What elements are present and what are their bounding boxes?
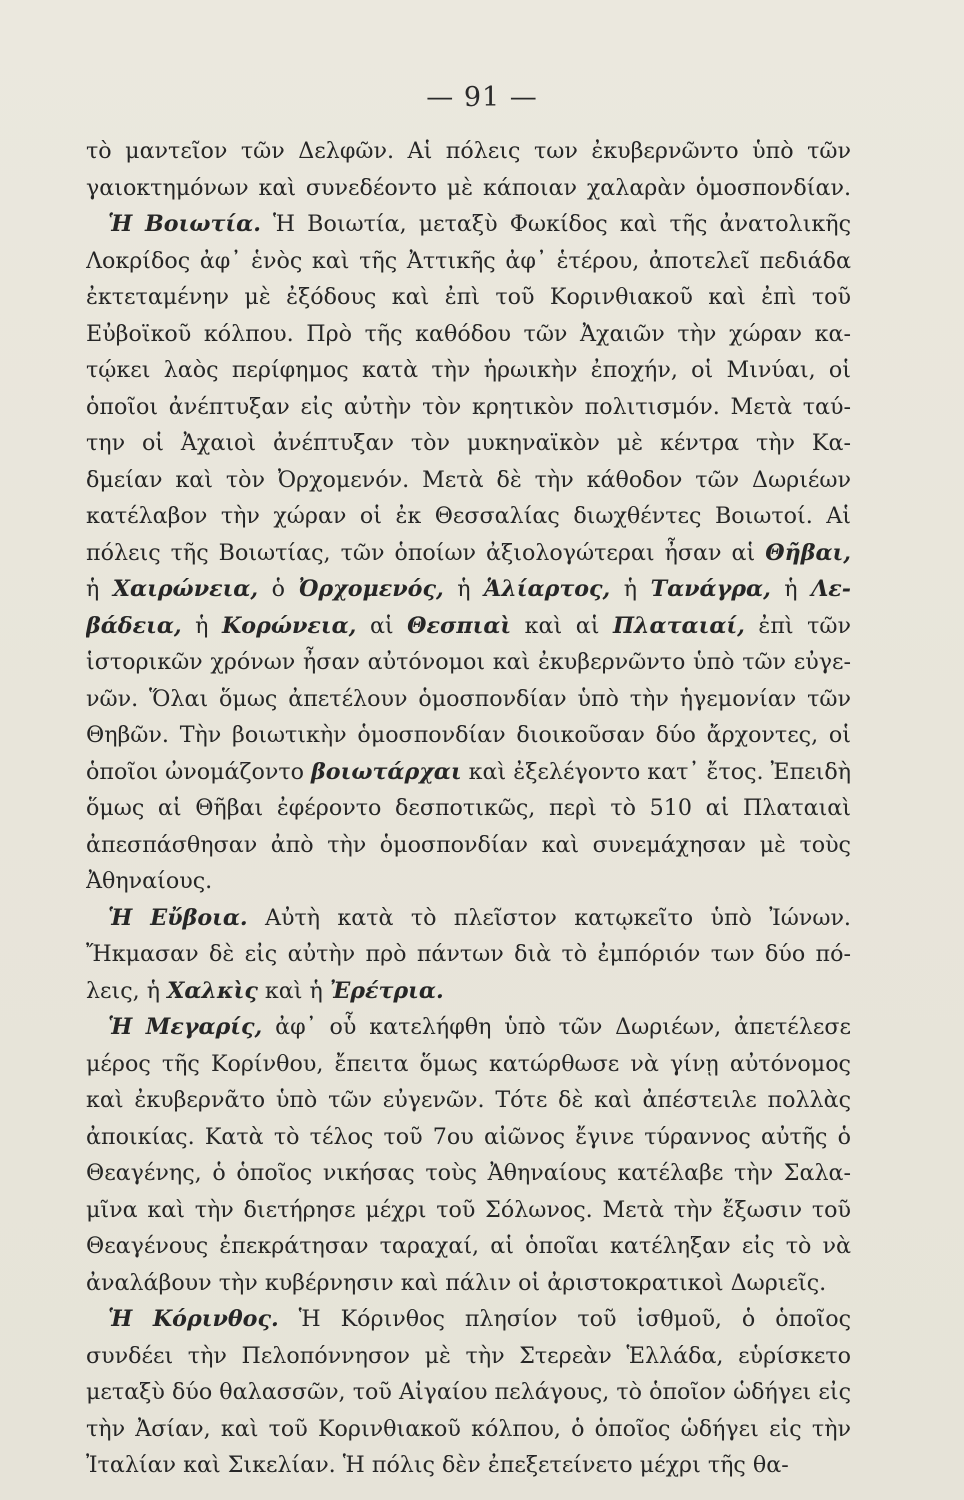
text-run: ἡ: [86, 576, 113, 602]
text-run: ἐκτεταμένην μὲ ἐξόδους καὶ ἐπὶ τοῦ Κορινθιακοῦ καὶ ἐπὶ τοῦ: [86, 284, 851, 310]
text-line: [86, 644, 851, 681]
text-run: ἡ: [610, 576, 651, 602]
text-line: [86, 900, 851, 937]
emphasized-term: Θεσπιαὶ: [407, 612, 512, 639]
text-line: [86, 425, 851, 462]
text-line: [86, 936, 851, 973]
text-line: [86, 462, 851, 499]
text-run: μῖνα καὶ τὴν διετήρησε μέχρι τοῦ Σόλωνος. Μετὰ τὴν ἔξωσιν τοῦ: [86, 1196, 851, 1223]
text-run: Ἰταλίαν καὶ Σικελίαν. Ἡ πόλις δὲν ἐπεξετείνετο μέχρι τῆς θα-: [86, 1452, 789, 1478]
emphasized-term: Θῆβαι,: [765, 539, 851, 566]
text-line: [86, 1119, 851, 1156]
text-run: ἡ: [181, 612, 223, 639]
text-line: [86, 973, 851, 1010]
text-line: [86, 608, 851, 645]
text-run: την οἱ Ἀχαιοὶ ἀνέπτυξαν τὸν μυκηναϊκὸν μὲ κέντρα τὴν Κα-: [86, 430, 851, 456]
text-run: Θεαγένους ἐπεκράτησαν ταραχαί, αἱ ὁποῖαι κατέληξαν εἰς τὸ νὰ: [86, 1233, 851, 1259]
text-line: [86, 681, 851, 718]
emphasized-term: βάδεια,: [86, 612, 182, 639]
emphasized-term: Ἡ Κόρινθος.: [108, 1306, 279, 1332]
text-line: [86, 571, 851, 608]
emphasized-term: Κορώνεια,: [222, 612, 357, 639]
emphasized-term: Τανάγρα,: [650, 576, 771, 602]
emphasized-term: Ἡ Βοιωτία.: [108, 211, 261, 237]
emphasized-term: Ἐρέτρια.: [329, 977, 444, 1004]
text-line: [86, 316, 851, 353]
body-text: [86, 133, 851, 1484]
text-line: [86, 1046, 851, 1083]
text-line: [86, 1301, 851, 1338]
text-run: ἡ: [770, 576, 812, 602]
emphasized-term: Χαιρώνεια,: [112, 576, 259, 602]
text-run: κατέλαβον τὴν χώραν οἱ ἐκ Θεσσαλίας διωχθέντες Βοιωτοί. Αἱ: [86, 503, 851, 529]
text-run: ὅμως αἱ Θῆβαι ἐφέροντο δεσποτικῶς, περὶ τὸ 510 αἱ Πλαταιαὶ: [86, 795, 851, 821]
text-run: ὁ: [258, 576, 299, 602]
text-run: Αὐτὴ κατὰ τὸ πλεῖστον κατῳκεῖτο ὑπὸ Ἰώνων.: [247, 904, 851, 931]
text-run: καὶ ἡ: [257, 977, 330, 1004]
text-run: μεταξὺ δύο θαλασσῶν, τοῦ Αἰγαίου πελάγους, τὸ ὁποῖον ὡδήγει εἰς: [86, 1379, 851, 1405]
emphasized-term: Πλαταιαί,: [613, 612, 745, 639]
text-run: Εὐβοϊκοῦ κόλπου. Πρὸ τῆς καθόδου τῶν Ἀχαιῶν τὴν χώραν κα-: [86, 320, 851, 347]
text-run: καὶ αἱ: [511, 612, 613, 639]
text-run: ἀφ᾽ οὗ κατελήφθη ὑπὸ τῶν Δωριέων, ἀπετέλεσε: [262, 1014, 851, 1040]
text-line: [86, 754, 851, 791]
text-line: [86, 535, 851, 572]
text-line: [86, 1155, 851, 1192]
text-run: τὴν Ἀσίαν, καὶ τοῦ Κορινθιακοῦ κόλπου, ὁ ὁποῖος ὡδήγει εἰς τὴν: [86, 1415, 851, 1442]
text-line: [86, 1082, 851, 1119]
text-line: [86, 1374, 851, 1411]
text-line: [86, 827, 851, 864]
text-line: [86, 498, 851, 535]
text-run: νῶν. Ὅλαι ὅμως ἀπετέλουν ὁμοσπονδίαν ὑπὸ τὴν ἡγεμονίαν τῶν: [86, 685, 851, 712]
text-line: [86, 206, 851, 243]
text-line: [86, 170, 851, 207]
text-line: [86, 352, 851, 389]
text-run: Ἡ Βοιωτία, μεταξὺ Φωκίδος καὶ τῆς ἀνατολικῆς: [260, 211, 851, 237]
text-line: [86, 1009, 851, 1046]
text-run: τῴκει λαὸς περίφημος κατὰ τὴν ἡρωικὴν ἐποχήν, οἱ Μινύαι, οἱ: [86, 357, 851, 383]
emphasized-term: Ἡ Εὔβοια.: [108, 904, 248, 931]
text-run: Ἤκμασαν δὲ εἰς αὐτὴν πρὸ πάντων διὰ τὸ ἐμπόριόν των δύο πό-: [86, 941, 851, 967]
text-run: ὁποῖοι ὠνομάζοντο: [86, 758, 312, 785]
text-run: πόλεις τῆς Βοιωτίας, τῶν ὁποίων ἀξιολογώτεραι ἦσαν αἱ: [86, 539, 766, 566]
text-run: ἡ: [443, 576, 484, 602]
text-line: [86, 389, 851, 426]
text-run: λεις, ἡ: [86, 977, 168, 1004]
text-run: Θηβῶν. Τὴν βοιωτικὴν ὁμοσπονδίαν διοικοῦσαν δύο ἄρχοντες, οἱ: [86, 722, 851, 748]
text-line: [86, 243, 851, 280]
text-line: [86, 1447, 851, 1484]
text-run: Ἡ Κόρινθος πλησίον τοῦ ἰσθμοῦ, ὁ ὁποῖος: [278, 1306, 851, 1332]
text-line: [86, 863, 851, 900]
text-run: Ἀθηναίους.: [86, 868, 213, 894]
text-run: ἀποικίας. Κατὰ τὸ τέλος τοῦ 7ου αἰῶνος ἔγινε τύραννος αὐτῆς ὁ: [86, 1123, 851, 1150]
text-run: αἱ: [356, 612, 408, 639]
text-line: [86, 790, 851, 827]
text-run: ἀναλάβουν τὴν κυβέρνησιν καὶ πάλιν οἱ ἀριστοκρατικοὶ Δωριεῖς.: [86, 1269, 827, 1296]
text-line: [86, 1411, 851, 1448]
text-run: καὶ ἐξελέγοντο κατ᾽ ἔτος. Ἐπειδὴ: [461, 758, 851, 785]
text-run: ὁποῖοι ἀνέπτυξαν εἰς αὐτὴν τὸν κρητικὸν πολιτισμόν. Μετὰ ταύ-: [86, 393, 851, 420]
text-run: ἐπὶ τῶν: [744, 612, 851, 639]
text-line: [86, 1192, 851, 1229]
text-run: ἀπεσπάσθησαν ἀπὸ τὴν ὁμοσπονδίαν καὶ συνεμάχησαν μὲ τοὺς: [86, 831, 851, 858]
emphasized-term: Ἁλίαρτος,: [483, 576, 611, 602]
text-line: [86, 133, 851, 170]
emphasized-term: Ἡ Μεγαρίς,: [108, 1014, 263, 1040]
text-line: [86, 1265, 851, 1302]
text-line: [86, 279, 851, 316]
text-run: γαιοκτημόνων καὶ συνεδέοντο μὲ κάποιαν χαλαρὰν ὁμοσπονδίαν.: [86, 174, 851, 201]
text-line: [86, 1338, 851, 1375]
text-run: τὸ μαντεῖον τῶν Δελφῶν. Αἱ πόλεις των ἐκυβερνῶντο ὑπὸ τῶν: [86, 138, 851, 164]
text-run: Θεαγένης, ὁ ὁποῖος νικήσας τοὺς Ἀθηναίους κατέλαβε τὴν Σαλα-: [86, 1160, 851, 1186]
text-line: [86, 717, 851, 754]
emphasized-term: Λε-: [811, 576, 851, 602]
page-number: — 91 —: [426, 82, 538, 113]
emphasized-term: Ὀρχομενός,: [298, 576, 444, 602]
text-run: δμείαν καὶ τὸν Ὀρχομενόν. Μετὰ δὲ τὴν κάθοδον τῶν Δωριέων: [86, 466, 851, 493]
text-run: μέρος τῆς Κορίνθου, ἔπειτα ὅμως κατώρθωσε νὰ γίνῃ αὐτόνομος: [86, 1050, 851, 1077]
text-run: Λοκρίδος ἀφ᾽ ἑνὸς καὶ τῆς Ἀττικῆς ἀφ᾽ ἑτέρου, ἀποτελεῖ πεδιάδα: [86, 247, 851, 274]
text-run: καὶ ἐκυβερνᾶτο ὑπὸ τῶν εὐγενῶν. Τότε δὲ καὶ ἀπέστειλε πολλὰς: [86, 1087, 851, 1113]
text-run: συνδέει τὴν Πελοπόννησον μὲ τὴν Στερεὰν Ἑλλάδα, εὑρίσκετο: [86, 1342, 851, 1369]
text-run: ἱστορικῶν χρόνων ἦσαν αὐτόνομοι καὶ ἐκυβερνῶντο ὑπὸ τῶν εὐγε-: [86, 649, 851, 675]
emphasized-term: Χαλκὶς: [167, 977, 258, 1004]
emphasized-term: βοιωτάρχαι: [311, 758, 462, 785]
text-line: [86, 1228, 851, 1265]
